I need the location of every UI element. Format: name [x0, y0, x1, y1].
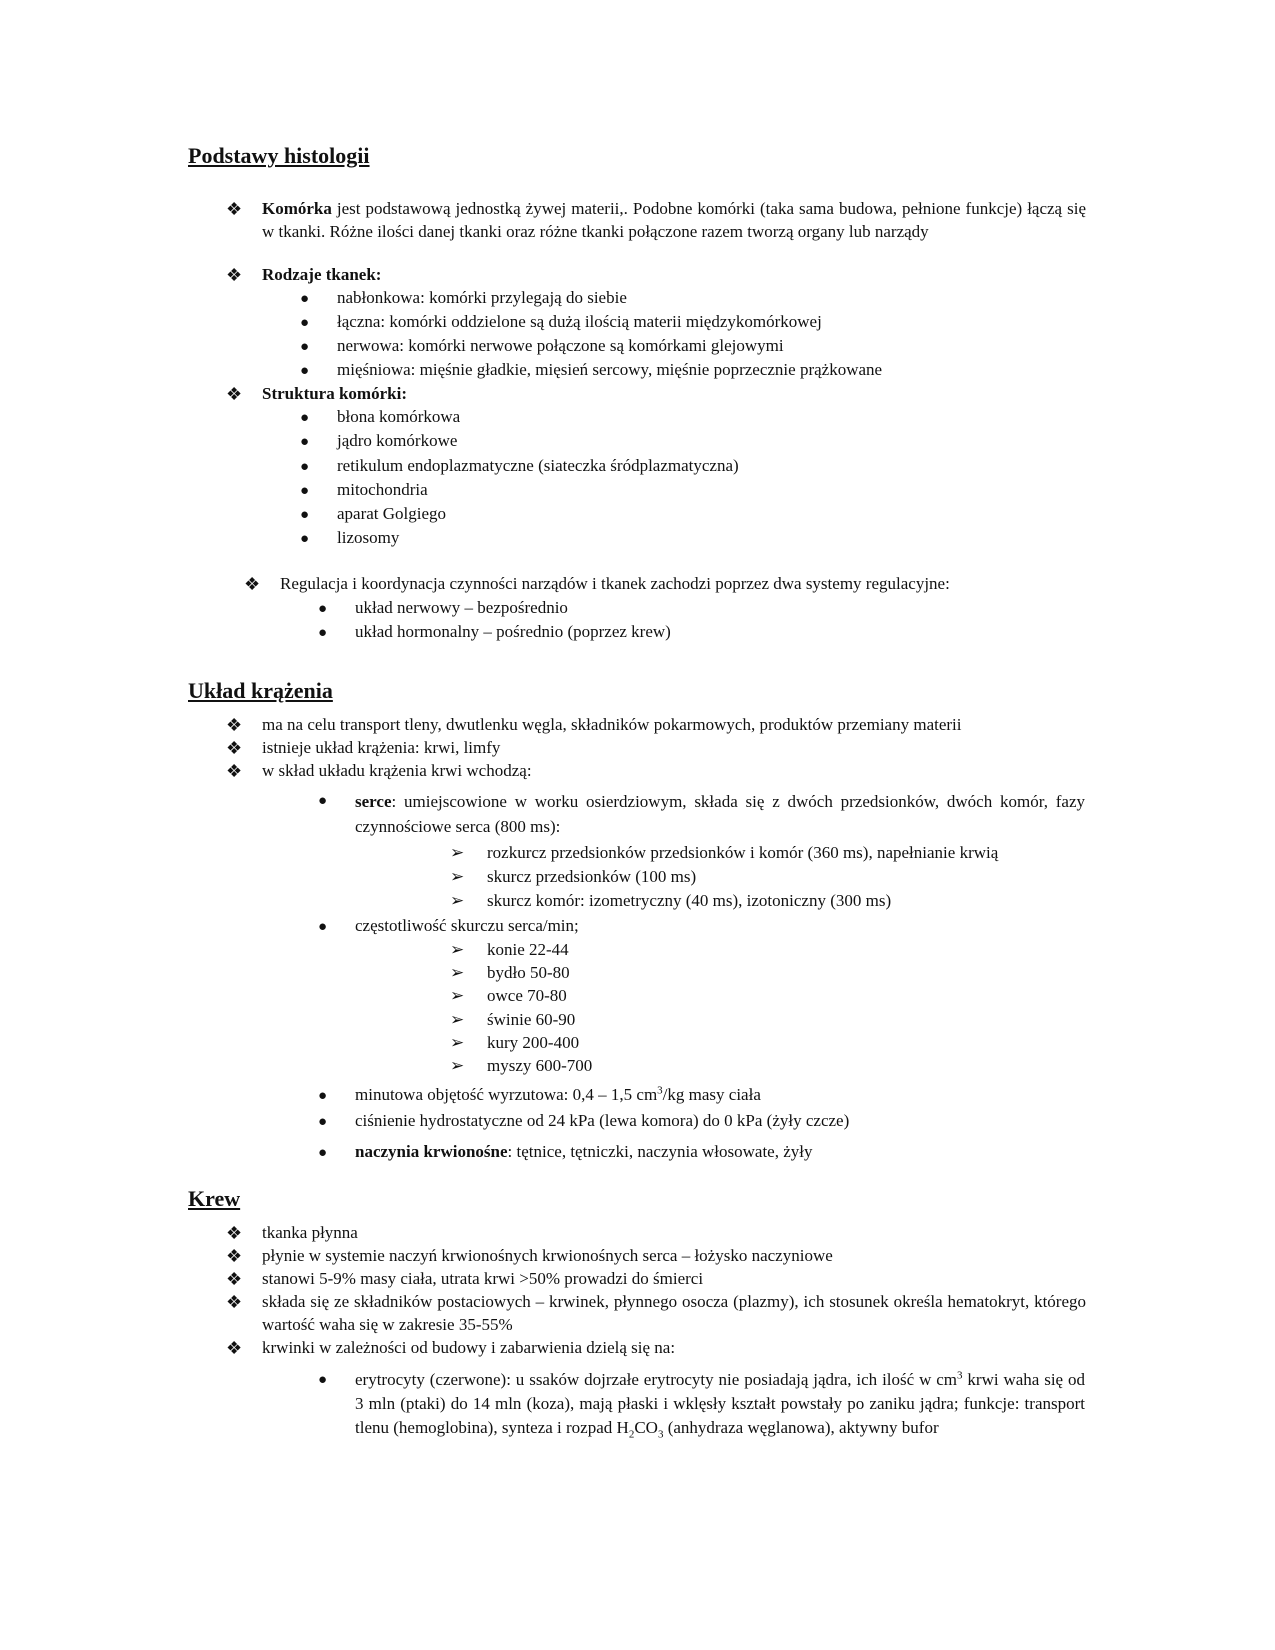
diamond-icon: ❖	[226, 265, 243, 285]
cell-definition	[262, 198, 1086, 243]
arrow-icon: ➢	[450, 891, 465, 910]
frequency-item: konie 22-44	[487, 940, 569, 959]
circulation-item: istnieje układ krążenia: krwi, limfy	[262, 738, 501, 757]
cell-structure-item: aparat Golgiego	[337, 504, 447, 523]
bullet-dot-icon: ●	[318, 625, 328, 641]
tissue-type-item: łączna: komórki oddzielone są dużą ilością materii międzykomórkowej	[337, 312, 822, 331]
cell-structure-item: mitochondria	[337, 480, 428, 499]
frequency-item: świnie 60-90	[487, 1010, 576, 1029]
circulation-item: ma na celu transport tleny, dwutlenku węgla, składników pokarmowych, produktów przemiany materii	[262, 715, 962, 734]
diamond-icon: ❖	[226, 1338, 243, 1358]
heart-phase-item: rozkurcz przedsionków przedsionków i komór (360 ms), napełnianie krwią	[487, 843, 999, 862]
cell-structure-item: błona komórkowa	[337, 407, 461, 426]
blood-item: krwinki w zależności od budowy i zabarwienia dzielą się na:	[262, 1338, 676, 1357]
regulation-item: układ hormonalny – pośrednio (poprzez krew)	[355, 622, 671, 641]
diamond-icon: ❖	[244, 574, 261, 594]
arrow-icon: ➢	[450, 1010, 465, 1029]
bullet-dot-icon: ●	[300, 339, 310, 355]
diamond-icon: ❖	[226, 738, 243, 758]
frequency-item: kury 200-400	[487, 1033, 580, 1052]
diamond-icon: ❖	[226, 761, 243, 781]
diamond-icon: ❖	[226, 199, 243, 219]
heart-phase-item: skurcz komór: izometryczny (40 ms), izotoniczny (300 ms)	[487, 891, 892, 910]
diamond-icon: ❖	[226, 715, 243, 735]
tissue-type-item: mięśniowa: mięśnie gładkie, mięsień sercowy, mięśnie poprzecznie prążkowane	[337, 360, 883, 379]
frequency-title: częstotliwość skurczu serca/min;	[355, 916, 579, 935]
bullet-dot-icon: ●	[318, 601, 328, 617]
erythrocytes-item: erytrocyty (czerwone): u ssaków dojrzałe erytrocyty nie posiadają jądra, ich ilość w $cm^3$ krwi waha się od 3 mln (ptaki) do 14 mln (koza), mają płaski i wklęsły kształt powstały po zaniku jądra; funkcje: transport tlenu (hemoglobina), synteza i rozpad $H_2CO_3$ (anhydraza węglanowa), aktywny bufor	[355, 1369, 1085, 1441]
bullet-dot-icon: ●	[300, 410, 310, 426]
blood-item: tkanka płynna	[262, 1223, 358, 1242]
diamond-icon: ❖	[226, 1269, 243, 1289]
diamond-icon: ❖	[226, 1246, 243, 1266]
arrow-icon: ➢	[450, 1056, 465, 1075]
heart-phase-item: skurcz przedsionków (100 ms)	[487, 867, 697, 886]
blood-item: składa się ze składników postaciowych – krwinek, płynnego osocza (plazmy), ich stosunek określa hematokryt, którego wartość waha się w zakresie 35-55%	[262, 1292, 1086, 1334]
bullet-dot-icon: ●	[300, 291, 310, 307]
pressure-item: ciśnienie hydrostatyczne od 24 kPa (lewa komora) do 0 kPa (żyły czcze)	[355, 1111, 850, 1130]
bullet-dot-icon: ●	[300, 363, 310, 379]
cell-term: Komórka	[262, 199, 332, 218]
arrow-icon: ➢	[450, 1033, 465, 1052]
regulation-item: układ nerwowy – bezpośrednio	[355, 598, 568, 617]
bullet-dot-icon: ●	[300, 531, 310, 547]
regulation-text: Regulacja i koordynacja czynności narządów i tkanek zachodzi poprzez dwa systemy regulacyjne:	[280, 574, 950, 593]
heart-term: serce	[355, 792, 392, 811]
frequency-item: myszy 600-700	[487, 1056, 593, 1075]
bullet-dot-icon: ●	[318, 793, 328, 809]
arrow-icon: ➢	[450, 843, 465, 862]
bullet-dot-icon: ●	[318, 1114, 328, 1130]
bullet-dot-icon: ●	[300, 483, 310, 499]
cell-structure-item: retikulum endoplazmatyczne (siateczka śródplazmatyczna)	[337, 456, 739, 475]
bullet-dot-icon: ●	[300, 434, 310, 450]
arrow-icon: ➢	[450, 986, 465, 1005]
diamond-icon: ❖	[226, 1292, 243, 1312]
cell-text: jest podstawową jednostką żywej materii,. Podobne komórki (taka sama budowa, pełnione funkcje) łączą się w tkanki. Różne ilości danej tkanki oraz różne tkanki połączone razem tworzą organy lub narządy	[262, 199, 1086, 241]
circulation-item: w skład układu krążenia krwi wchodzą:	[262, 761, 532, 780]
tissue-type-item: nerwowa: komórki nerwowe połączone są komórkami glejowymi	[337, 336, 784, 355]
diamond-icon: ❖	[226, 384, 243, 404]
section-title-circulation: Układ krążenia	[188, 678, 333, 703]
cell-structure-title: Struktura komórki:	[262, 384, 407, 403]
bullet-dot-icon: ●	[300, 507, 310, 523]
bullet-dot-icon: ●	[318, 1088, 328, 1104]
tissue-type-item: nabłonkowa: komórki przylegają do siebie	[337, 288, 627, 307]
heart-description: serce: umiejscowione w worku osierdziowym, składa się z dwóch przedsionków, dwóch komór, fazy czynnościowe serca (800 ms):	[355, 792, 1085, 836]
blood-item: płynie w systemie naczyń krwionośnych krwionośnych serca – łożysko naczyniowe	[262, 1246, 833, 1265]
bullet-dot-icon: ●	[318, 1372, 328, 1388]
blood-item: stanowi 5-9% masy ciała, utrata krwi >50% prowadzi do śmierci	[262, 1269, 704, 1288]
section-title-histology: Podstawy histologii	[188, 143, 370, 168]
minute-volume: minutowa objętość wyrzutowa: 0,4 – 1,5 $cm^3/kg$ masy ciała	[355, 1084, 761, 1104]
frequency-item: bydło 50-80	[487, 963, 570, 982]
bullet-dot-icon: ●	[318, 1145, 328, 1161]
arrow-icon: ➢	[450, 963, 465, 982]
arrow-icon: ➢	[450, 940, 465, 959]
frequency-item: owce 70-80	[487, 986, 567, 1005]
vessels-item: naczynia krwionośne: tętnice, tętniczki, naczynia włosowate, żyły	[355, 1142, 813, 1161]
section-title-blood: Krew	[188, 1186, 241, 1211]
diamond-icon: ❖	[226, 1223, 243, 1243]
cell-structure-item: jądro komórkowe	[337, 431, 458, 450]
bullet-dot-icon: ●	[300, 459, 310, 475]
cell-structure-item: lizosomy	[337, 528, 400, 547]
arrow-icon: ➢	[450, 867, 465, 886]
bullet-dot-icon: ●	[300, 315, 310, 331]
tissue-types-title: Rodzaje tkanek:	[262, 265, 382, 284]
bullet-dot-icon: ●	[318, 919, 328, 935]
